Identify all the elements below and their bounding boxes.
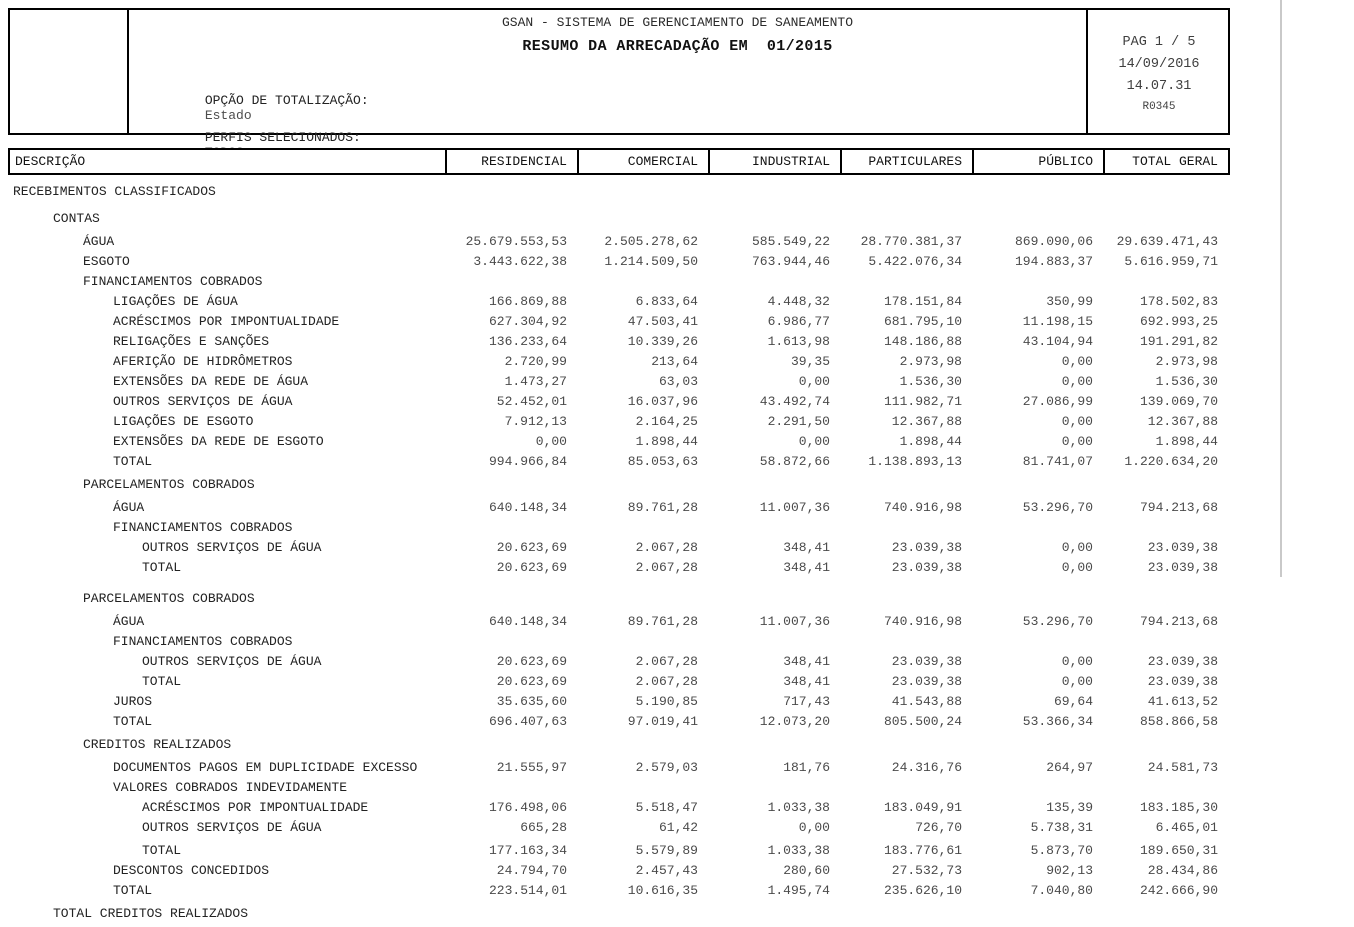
cell-value: 6.986,77: [767, 314, 830, 329]
cell-value: 1.898,44: [635, 434, 698, 449]
cell-value: 21.555,97: [496, 760, 567, 775]
table-row: [8, 518, 1230, 538]
cell-value: 696.407,63: [488, 714, 567, 729]
totalization-label: OPÇÃO DE TOTALIZAÇÃO:: [204, 93, 369, 108]
cell-value: 178.502,83: [1139, 294, 1218, 309]
row-label: LIGAÇÕES DE ESGOTO: [113, 414, 254, 429]
cell-value: 223.514,01: [488, 883, 567, 898]
row-label: DESCONTOS CONCEDIDOS: [113, 863, 270, 878]
cell-value: 348,41: [783, 540, 830, 555]
cell-value: 139.069,70: [1139, 394, 1218, 409]
table-row: [8, 209, 1230, 229]
cell-value: 280,60: [783, 863, 830, 878]
row-label: ESGOTO: [83, 254, 130, 269]
cell-value: 6.465,01: [1155, 820, 1218, 835]
cell-value: 5.616.959,71: [1124, 254, 1218, 269]
cell-value: 350,99: [1046, 294, 1093, 309]
column-header-descricao: DESCRIÇÃO: [15, 154, 86, 169]
cell-value: 0,00: [798, 820, 830, 835]
cell-value: 5.422.076,34: [868, 254, 962, 269]
cell-value: 23.039,38: [1147, 540, 1218, 555]
table-row: [8, 498, 1230, 518]
profiles-label: PERFIS SELECIONADOS:: [204, 130, 361, 145]
cell-value: 35.635,60: [496, 694, 567, 709]
cell-value: 111.982,71: [883, 394, 962, 409]
row-label: AFERIÇÃO DE HIDRÔMETROS: [113, 354, 293, 369]
table-row: [8, 332, 1230, 352]
cell-value: 191.291,82: [1139, 334, 1218, 349]
row-label: TOTAL: [113, 454, 153, 469]
cell-value: 640.148,34: [488, 614, 567, 629]
cell-value: 43.104,94: [1022, 334, 1093, 349]
cell-value: 20.623,69: [496, 540, 567, 555]
cell-value: 41.613,52: [1147, 694, 1218, 709]
table-row: [8, 841, 1230, 861]
column-header-industrial: INDUSTRIAL: [708, 150, 840, 173]
cell-value: 89.761,28: [627, 614, 698, 629]
cell-value: 63,03: [658, 374, 698, 389]
table-row: [8, 312, 1230, 332]
cell-value: 0,00: [798, 374, 830, 389]
table-row: [8, 352, 1230, 372]
row-label: FINANCIAMENTOS COBRADOS: [83, 274, 263, 289]
table-row: [8, 558, 1230, 578]
cell-value: 16.037,96: [627, 394, 698, 409]
cell-value: 6.833,64: [635, 294, 698, 309]
report-code: R0345: [1142, 101, 1176, 113]
column-header-particulares: PARTICULARES: [840, 150, 972, 173]
cell-value: 1.898,44: [899, 434, 962, 449]
cell-value: 24.794,70: [496, 863, 567, 878]
cell-value: 692.993,25: [1139, 314, 1218, 329]
row-label: FINANCIAMENTOS COBRADOS: [113, 634, 293, 649]
cell-value: 27.086,99: [1022, 394, 1093, 409]
cell-value: 794.213,68: [1139, 500, 1218, 515]
cell-value: 640.148,34: [488, 500, 567, 515]
table-row: [8, 881, 1230, 901]
cell-value: 1.138.893,13: [868, 454, 962, 469]
cell-value: 29.639.471,43: [1116, 234, 1218, 249]
row-label: TOTAL: [113, 883, 153, 898]
cell-value: 5.518,47: [635, 800, 698, 815]
cell-value: 176.498,06: [488, 800, 567, 815]
row-label: LIGAÇÕES DE ÁGUA: [113, 294, 238, 309]
table-row: [8, 632, 1230, 652]
cell-value: 52.452,01: [496, 394, 567, 409]
table-row: [8, 538, 1230, 558]
row-label: ACRÉSCIMOS POR IMPONTUALIDADE: [113, 314, 340, 329]
cell-value: 348,41: [783, 654, 830, 669]
cell-value: 23.039,38: [891, 654, 962, 669]
cell-value: 869.090,06: [1014, 234, 1093, 249]
row-label: RELIGAÇÕES E SANÇÕES: [113, 334, 270, 349]
row-label: OUTROS SERVIÇOS DE ÁGUA: [142, 540, 322, 555]
cell-value: 1.495,74: [767, 883, 830, 898]
cell-value: 0,00: [535, 434, 567, 449]
cell-value: 183.776,61: [883, 843, 962, 858]
cell-value: 1.536,30: [899, 374, 962, 389]
table-row: [8, 612, 1230, 632]
cell-value: 194.883,37: [1014, 254, 1093, 269]
cell-value: 2.067,28: [635, 560, 698, 575]
column-header-comercial: COMERCIAL: [577, 150, 708, 173]
cell-value: 81.741,07: [1022, 454, 1093, 469]
table-row: [8, 778, 1230, 798]
cell-value: 1.220.634,20: [1124, 454, 1218, 469]
row-label: OUTROS SERVIÇOS DE ÁGUA: [142, 654, 322, 669]
table-row: [8, 372, 1230, 392]
cell-value: 2.973,98: [899, 354, 962, 369]
header-titles: [127, 15, 1228, 56]
cell-value: 178.151,84: [883, 294, 962, 309]
cell-value: 7.040,80: [1030, 883, 1093, 898]
cell-value: 763.944,46: [751, 254, 830, 269]
cell-value: 264,97: [1046, 760, 1093, 775]
cell-value: 348,41: [783, 674, 830, 689]
table-row: [8, 432, 1230, 452]
row-label: CREDITOS REALIZADOS: [83, 737, 232, 752]
cell-value: 0,00: [1061, 414, 1093, 429]
cell-value: 47.503,41: [627, 314, 698, 329]
row-label: ÁGUA: [83, 234, 115, 249]
table-row: [8, 735, 1230, 755]
cell-value: 213,64: [651, 354, 698, 369]
cell-value: 740.916,98: [883, 500, 962, 515]
page-edge-line: [1280, 0, 1282, 577]
table-row: [8, 672, 1230, 692]
table-row: [8, 861, 1230, 881]
row-label: ÁGUA: [113, 500, 145, 515]
cell-value: 20.623,69: [496, 654, 567, 669]
table-row: [8, 272, 1230, 292]
row-label: TOTAL: [142, 674, 182, 689]
table-row: [8, 712, 1230, 732]
table-row: [8, 475, 1230, 495]
cell-value: 58.872,66: [759, 454, 830, 469]
cell-value: 0,00: [798, 434, 830, 449]
cell-value: 27.532,73: [891, 863, 962, 878]
cell-value: 0,00: [1061, 434, 1093, 449]
cell-value: 2.067,28: [635, 654, 698, 669]
table-row: [8, 182, 1230, 202]
cell-value: 2.291,50: [767, 414, 830, 429]
cell-value: 585.549,22: [751, 234, 830, 249]
cell-value: 1.033,38: [767, 843, 830, 858]
cell-value: 2.579,03: [635, 760, 698, 775]
cell-value: 794.213,68: [1139, 614, 1218, 629]
cell-value: 0,00: [1061, 374, 1093, 389]
cell-value: 1.033,38: [767, 800, 830, 815]
cell-value: 0,00: [1061, 674, 1093, 689]
cell-value: 89.761,28: [627, 500, 698, 515]
cell-value: 23.039,38: [1147, 674, 1218, 689]
row-label: PARCELAMENTOS COBRADOS: [83, 477, 255, 492]
system-title: GSAN - SISTEMA DE GERENCIAMENTO DE SANEAMENTO: [501, 15, 854, 30]
cell-value: 7.912,13: [504, 414, 567, 429]
cell-value: 24.581,73: [1147, 760, 1218, 775]
cell-value: 177.163,34: [488, 843, 567, 858]
cell-value: 1.473,27: [504, 374, 567, 389]
cell-value: 740.916,98: [883, 614, 962, 629]
cell-value: 166.869,88: [488, 294, 567, 309]
cell-value: 5.738,31: [1030, 820, 1093, 835]
cell-value: 0,00: [1061, 354, 1093, 369]
cell-value: 20.623,69: [496, 674, 567, 689]
row-label: TOTAL: [142, 843, 182, 858]
table-row: [8, 452, 1230, 472]
table-row: [8, 818, 1230, 838]
cell-value: 24.316,76: [891, 760, 962, 775]
row-label: ACRÉSCIMOS POR IMPONTUALIDADE: [142, 800, 369, 815]
totalization-value: Estado: [204, 108, 252, 123]
cell-value: 183.185,30: [1139, 800, 1218, 815]
row-label: OUTROS SERVIÇOS DE ÁGUA: [113, 394, 293, 409]
cell-value: 681.795,10: [883, 314, 962, 329]
cell-value: 902,13: [1046, 863, 1093, 878]
cell-value: 5.579,89: [635, 843, 698, 858]
cell-value: 12.367,88: [891, 414, 962, 429]
page-number: PAG 1 / 5: [1122, 35, 1196, 50]
cell-value: 3.443.622,38: [473, 254, 567, 269]
table-row: [8, 652, 1230, 672]
cell-value: 2.067,28: [635, 674, 698, 689]
report-time: 14.07.31: [1126, 79, 1192, 94]
cell-value: 28.434,86: [1147, 863, 1218, 878]
cell-value: 2.505.278,62: [604, 234, 698, 249]
row-label: FINANCIAMENTOS COBRADOS: [113, 520, 293, 535]
column-header-publico: PÚBLICO: [972, 150, 1103, 173]
table-row: [8, 252, 1230, 272]
report-header: [8, 8, 1230, 145]
table-row: [8, 392, 1230, 412]
cell-value: 28.770.381,37: [860, 234, 962, 249]
row-label: OUTROS SERVIÇOS DE ÁGUA: [142, 820, 322, 835]
cell-value: 2.457,43: [635, 863, 698, 878]
row-label: EXTENSÕES DA REDE DE ÁGUA: [113, 374, 309, 389]
table-row: [8, 798, 1230, 818]
row-label: DOCUMENTOS PAGOS EM DUPLICIDADE EXCESSO: [113, 760, 418, 775]
table-row: [8, 292, 1230, 312]
cell-value: 11.007,36: [759, 500, 830, 515]
cell-value: 242.666,90: [1139, 883, 1218, 898]
row-label: EXTENSÕES DA REDE DE ESGOTO: [113, 434, 324, 449]
cell-value: 1.536,30: [1155, 374, 1218, 389]
cell-value: 2.973,98: [1155, 354, 1218, 369]
table-row: [8, 904, 1230, 924]
cell-value: 0,00: [1061, 540, 1093, 555]
cell-value: 20.623,69: [496, 560, 567, 575]
cell-value: 4.448,32: [767, 294, 830, 309]
cell-value: 69,64: [1053, 694, 1093, 709]
cell-value: 12.367,88: [1147, 414, 1218, 429]
cell-value: 994.966,84: [488, 454, 567, 469]
row-label: RECEBIMENTOS CLASSIFICADOS: [13, 184, 216, 199]
cell-value: 53.366,34: [1022, 714, 1093, 729]
cell-value: 5.190,85: [635, 694, 698, 709]
table-header: [8, 148, 1230, 175]
cell-value: 717,43: [783, 694, 830, 709]
cell-value: 1.898,44: [1155, 434, 1218, 449]
cell-value: 23.039,38: [891, 560, 962, 575]
cell-value: 1.613,98: [767, 334, 830, 349]
cell-value: 181,76: [783, 760, 830, 775]
report-date: 14/09/2016: [1118, 57, 1200, 72]
cell-value: 148.186,88: [883, 334, 962, 349]
cell-value: 1.214.509,50: [604, 254, 698, 269]
cell-value: 5.873,70: [1030, 843, 1093, 858]
cell-value: 23.039,38: [1147, 654, 1218, 669]
row-label: VALORES COBRADOS INDEVIDAMENTE: [113, 780, 348, 795]
cell-value: 348,41: [783, 560, 830, 575]
table-row: [8, 412, 1230, 432]
cell-value: 23.039,38: [891, 674, 962, 689]
row-label: PARCELAMENTOS COBRADOS: [83, 591, 255, 606]
cell-value: 2.067,28: [635, 540, 698, 555]
row-label: TOTAL: [142, 560, 182, 575]
cell-value: 235.626,10: [883, 883, 962, 898]
row-label: TOTAL CREDITOS REALIZADOS: [53, 906, 249, 921]
cell-value: 10.339,26: [627, 334, 698, 349]
cell-value: 97.019,41: [627, 714, 698, 729]
table-row: [8, 232, 1230, 252]
cell-value: 0,00: [1061, 560, 1093, 575]
cell-value: 11.007,36: [759, 614, 830, 629]
cell-value: 12.073,20: [759, 714, 830, 729]
cell-value: 2.720,99: [504, 354, 567, 369]
cell-value: 25.679.553,53: [465, 234, 567, 249]
row-label: ÁGUA: [113, 614, 145, 629]
cell-value: 10.616,35: [627, 883, 698, 898]
table-body: [8, 182, 1230, 924]
row-label: CONTAS: [53, 211, 100, 226]
cell-value: 183.049,91: [883, 800, 962, 815]
table-row: [8, 589, 1230, 609]
cell-value: 189.650,31: [1139, 843, 1218, 858]
cell-value: 41.543,88: [891, 694, 962, 709]
cell-value: 23.039,38: [1147, 560, 1218, 575]
cell-value: 11.198,15: [1022, 314, 1093, 329]
cell-value: 85.053,63: [627, 454, 698, 469]
cell-value: 53.296,70: [1022, 500, 1093, 515]
column-header-total-geral: TOTAL GERAL: [1103, 150, 1228, 173]
cell-value: 665,28: [520, 820, 567, 835]
row-label: JUROS: [113, 694, 153, 709]
cell-value: 43.492,74: [759, 394, 830, 409]
page-info-box: [1088, 32, 1230, 116]
cell-value: 61,42: [658, 820, 698, 835]
cell-value: 136.233,64: [488, 334, 567, 349]
cell-value: 627.304,92: [488, 314, 567, 329]
row-label: TOTAL: [113, 714, 153, 729]
table-row: [8, 692, 1230, 712]
cell-value: 53.296,70: [1022, 614, 1093, 629]
cell-value: 726,70: [915, 820, 962, 835]
cell-value: 805.500,24: [883, 714, 962, 729]
cell-value: 23.039,38: [891, 540, 962, 555]
table-row: [8, 758, 1230, 778]
report-title: RESUMO DA ARRECADAÇÃO EM 01/2015: [522, 38, 833, 55]
cell-value: 135,39: [1046, 800, 1093, 815]
column-header-residencial: RESIDENCIAL: [445, 150, 577, 173]
cell-value: 858.866,58: [1139, 714, 1218, 729]
cell-value: 2.164,25: [635, 414, 698, 429]
cell-value: 0,00: [1061, 654, 1093, 669]
cell-value: 39,35: [790, 354, 830, 369]
